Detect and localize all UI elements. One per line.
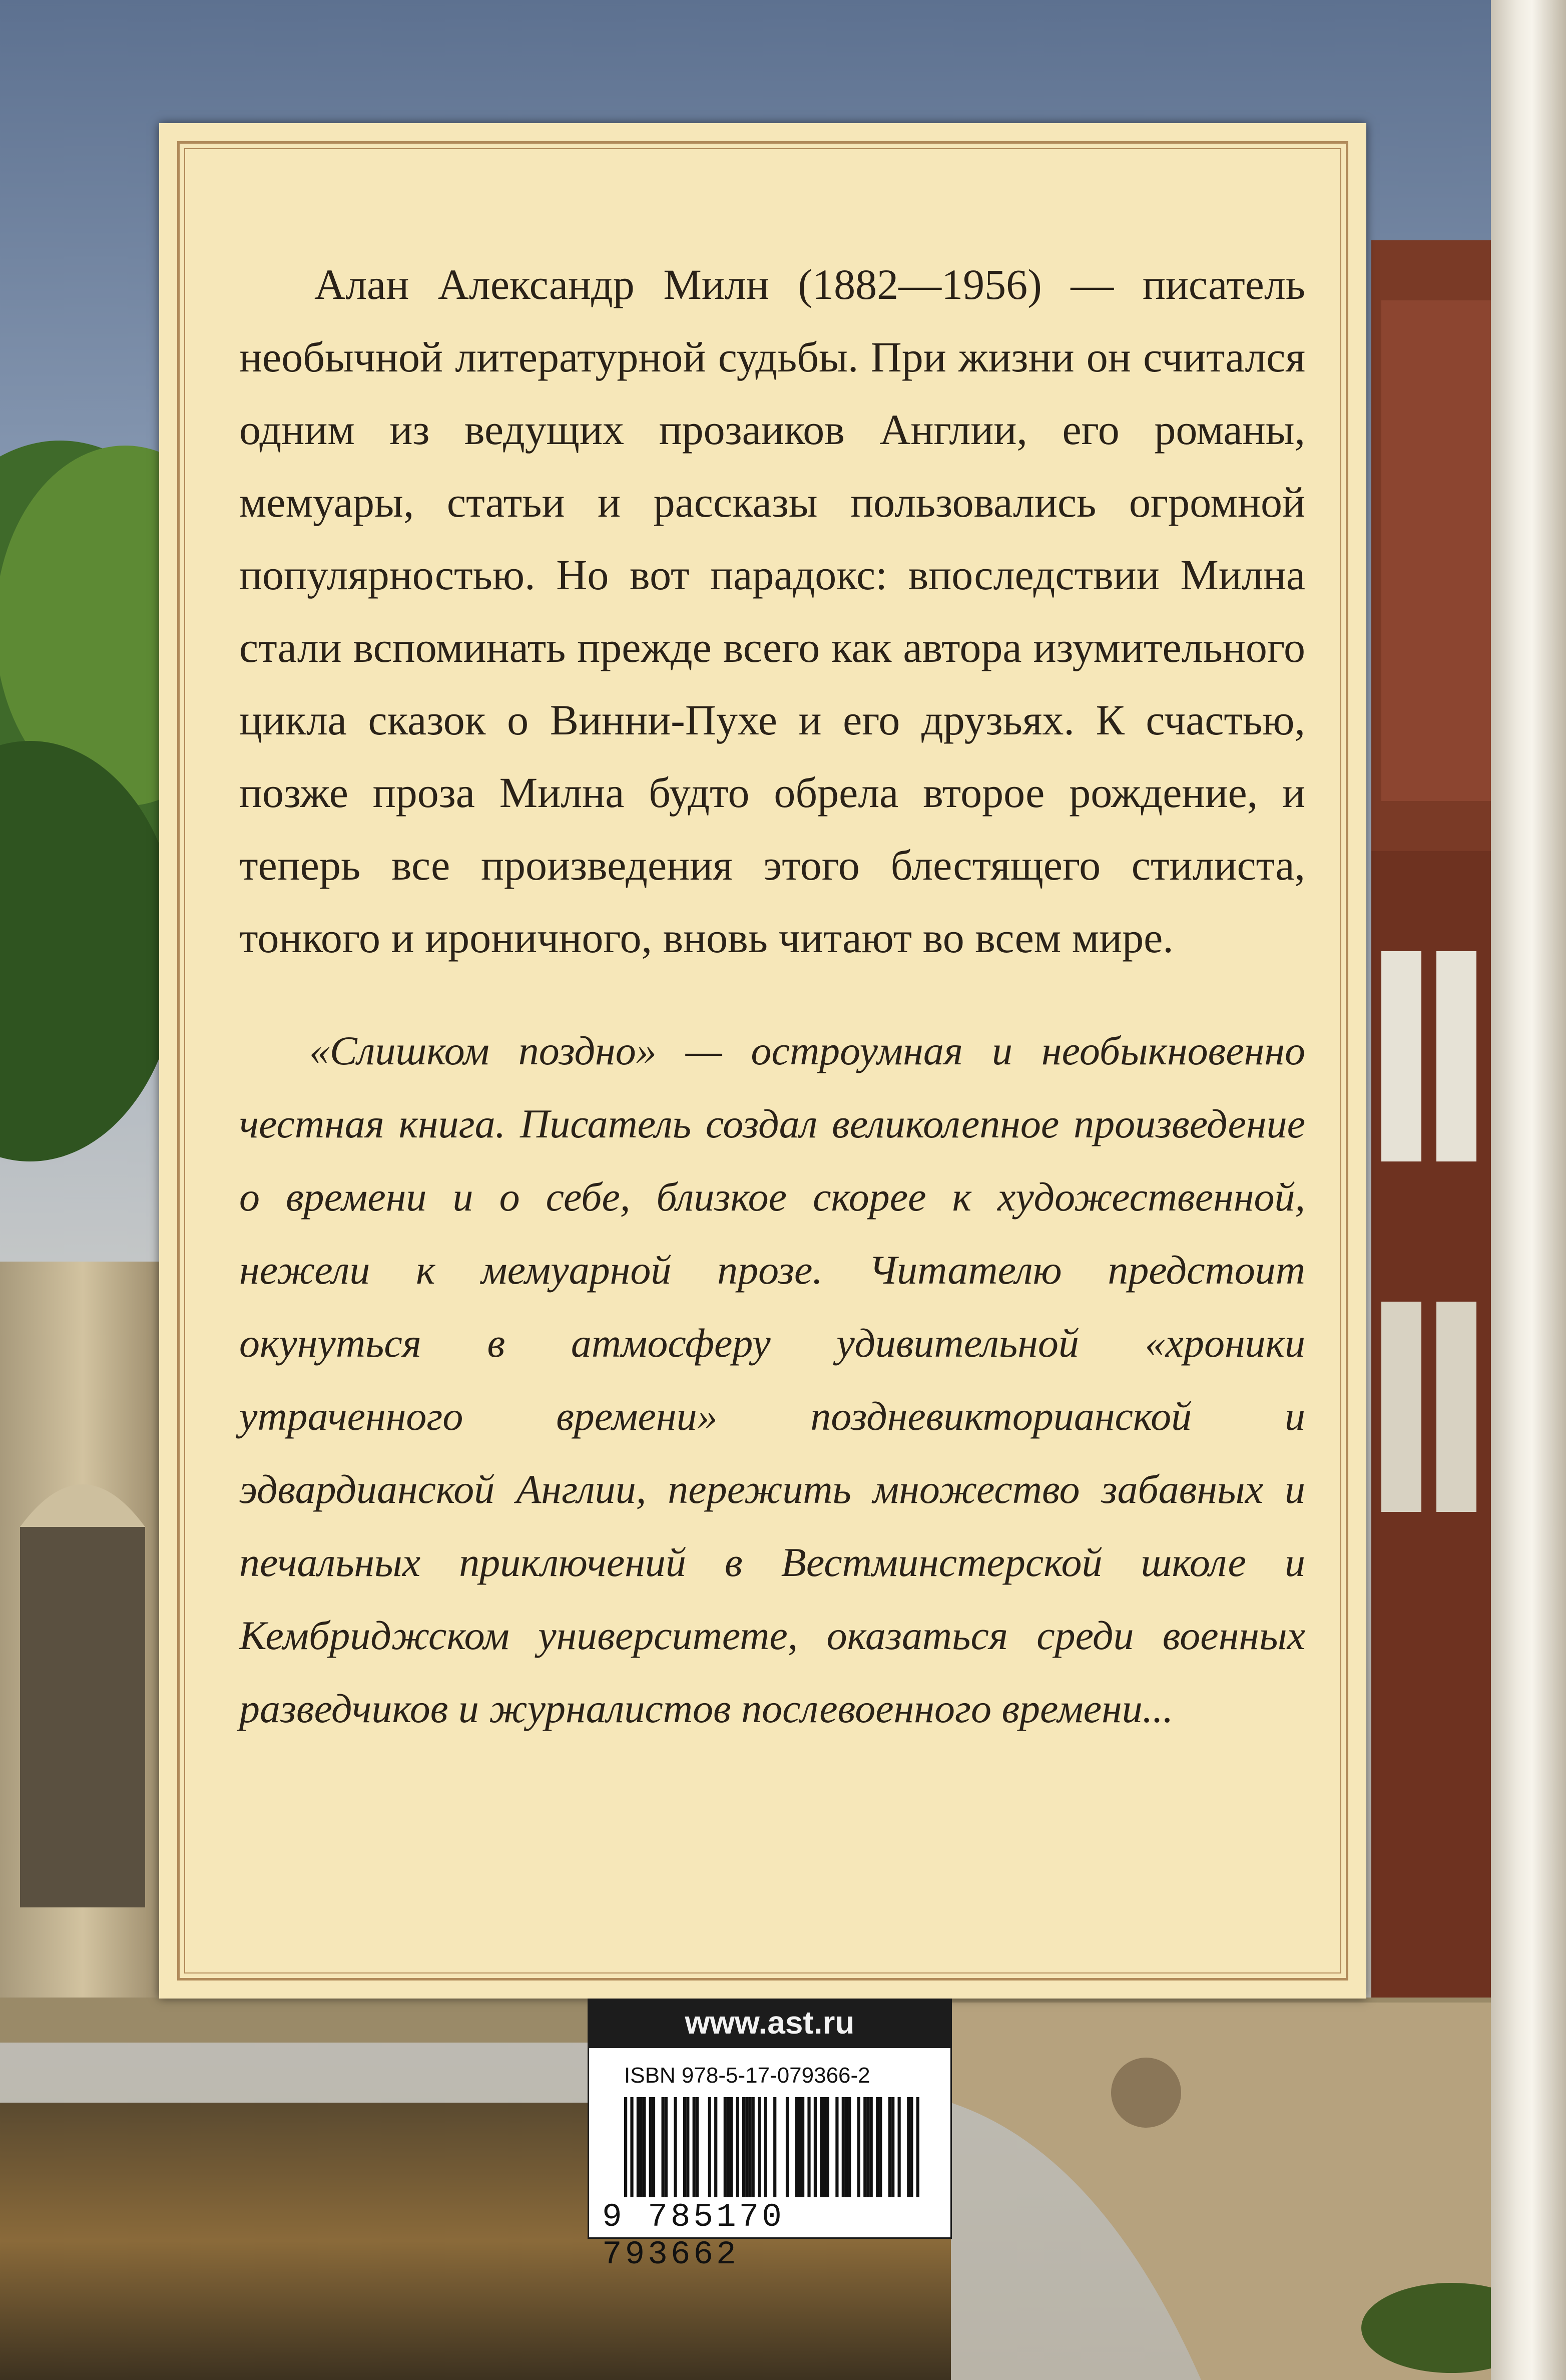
barcode-bar xyxy=(786,2097,789,2197)
author-description: Алан Александр Милн (1882—1956) — писатель необычной литературной судьбы. При жизни он считался одним из ведущих прозаиков Англии, его романы, мемуары, статьи и рассказы пользовались огромной популярностью. Но вот парадокс: впоследствии Милна стали вспоминать прежде всего как автора изумительного цикла сказок о Винни-Пухе и его друзьях. К счастью, позже проза Милна будто обрела второе рождение, и теперь все произведения этого блестящего стилиста, тонкого и ироничного, вновь читают во всем мире. xyxy=(239,260,1305,962)
barcode-bar xyxy=(845,2097,848,2197)
barcode-bar xyxy=(773,2097,776,2197)
barcode-bar xyxy=(888,2097,891,2197)
barcode-bar xyxy=(752,2097,755,2197)
barcode-bar xyxy=(649,2097,652,2197)
book-description: «Слишком поздно» — остроумная и необыкновенно честная книга. Писатель создал великолепное произведение о времени и о себе, близкое скорее к художественной, нежели к мемуарной прозе. Читателю предстоит окунуться в атмосферу удивительной «хроники утраченного времени» поздневикторианской и эдвардианской Англии, пережить множество забавных и печальных приключений в Вестминстерской школе и Кембриджском университете, оказаться среди военных разведчиков и журналистов послевоенного времени... xyxy=(239,1028,1305,1731)
barcode-bar xyxy=(801,2097,804,2197)
barcode-bar xyxy=(870,2097,873,2197)
blurb-panel xyxy=(159,123,1366,1999)
barcode-bar xyxy=(863,2097,866,2197)
barcode-bar xyxy=(814,2097,817,2197)
barcode-bar xyxy=(823,2097,826,2197)
barcode-bar xyxy=(891,2097,894,2197)
barcode-bar xyxy=(910,2097,913,2197)
barcode-bar xyxy=(652,2097,655,2197)
publisher-website[interactable]: www.ast.ru xyxy=(588,1999,952,2047)
barcode-bar xyxy=(798,2097,801,2197)
barcode-bar xyxy=(714,2097,717,2197)
barcode-bar xyxy=(835,2097,838,2197)
barcode-bar xyxy=(907,2097,910,2197)
barcode-bar xyxy=(842,2097,845,2197)
barcode-bar xyxy=(662,2097,665,2197)
barcode-bar xyxy=(674,2097,677,2197)
barcode-bar xyxy=(727,2097,730,2197)
barcode-bar xyxy=(643,2097,646,2197)
barcode-bar xyxy=(879,2097,882,2197)
barcode-bar xyxy=(637,2097,640,2197)
barcode-bar xyxy=(683,2097,686,2197)
barcode-bar xyxy=(745,2097,748,2197)
barcode-bar xyxy=(624,2097,627,2197)
barcode-bar xyxy=(696,2097,699,2197)
barcode-bar xyxy=(876,2097,879,2197)
imprint-block xyxy=(588,1999,952,2273)
barcode-bar xyxy=(724,2097,727,2197)
barcode-bar xyxy=(693,2097,696,2197)
barcode-bar xyxy=(758,2097,761,2197)
barcode-bar xyxy=(742,2097,745,2197)
barcode-bar xyxy=(708,2097,711,2197)
barcode-digits: 9 785170 793662 xyxy=(602,2198,785,2273)
barcode-bar xyxy=(748,2097,751,2197)
barcode-bar xyxy=(898,2097,901,2197)
barcode-bar xyxy=(665,2097,668,2197)
barcode-bar xyxy=(866,2097,869,2197)
barcode-bar xyxy=(736,2097,739,2197)
barcode-bar xyxy=(795,2097,798,2197)
barcode-bar xyxy=(848,2097,851,2197)
barcode-bar xyxy=(640,2097,643,2197)
barcode-bar xyxy=(916,2097,919,2197)
barcode-bars xyxy=(624,2097,919,2197)
barcode-bar xyxy=(820,2097,823,2197)
barcode-bar xyxy=(857,2097,860,2197)
barcode-panel xyxy=(588,2047,952,2273)
barcode-bar xyxy=(730,2097,733,2197)
barcode-bar xyxy=(764,2097,767,2197)
isbn-number: ISBN 978-5-17-079366-2 xyxy=(624,2063,870,2088)
barcode-bar xyxy=(807,2097,810,2197)
spine-edge xyxy=(1491,0,1566,2380)
barcode-bar xyxy=(630,2097,633,2197)
barcode-bar xyxy=(686,2097,689,2197)
barcode-bar xyxy=(826,2097,829,2197)
